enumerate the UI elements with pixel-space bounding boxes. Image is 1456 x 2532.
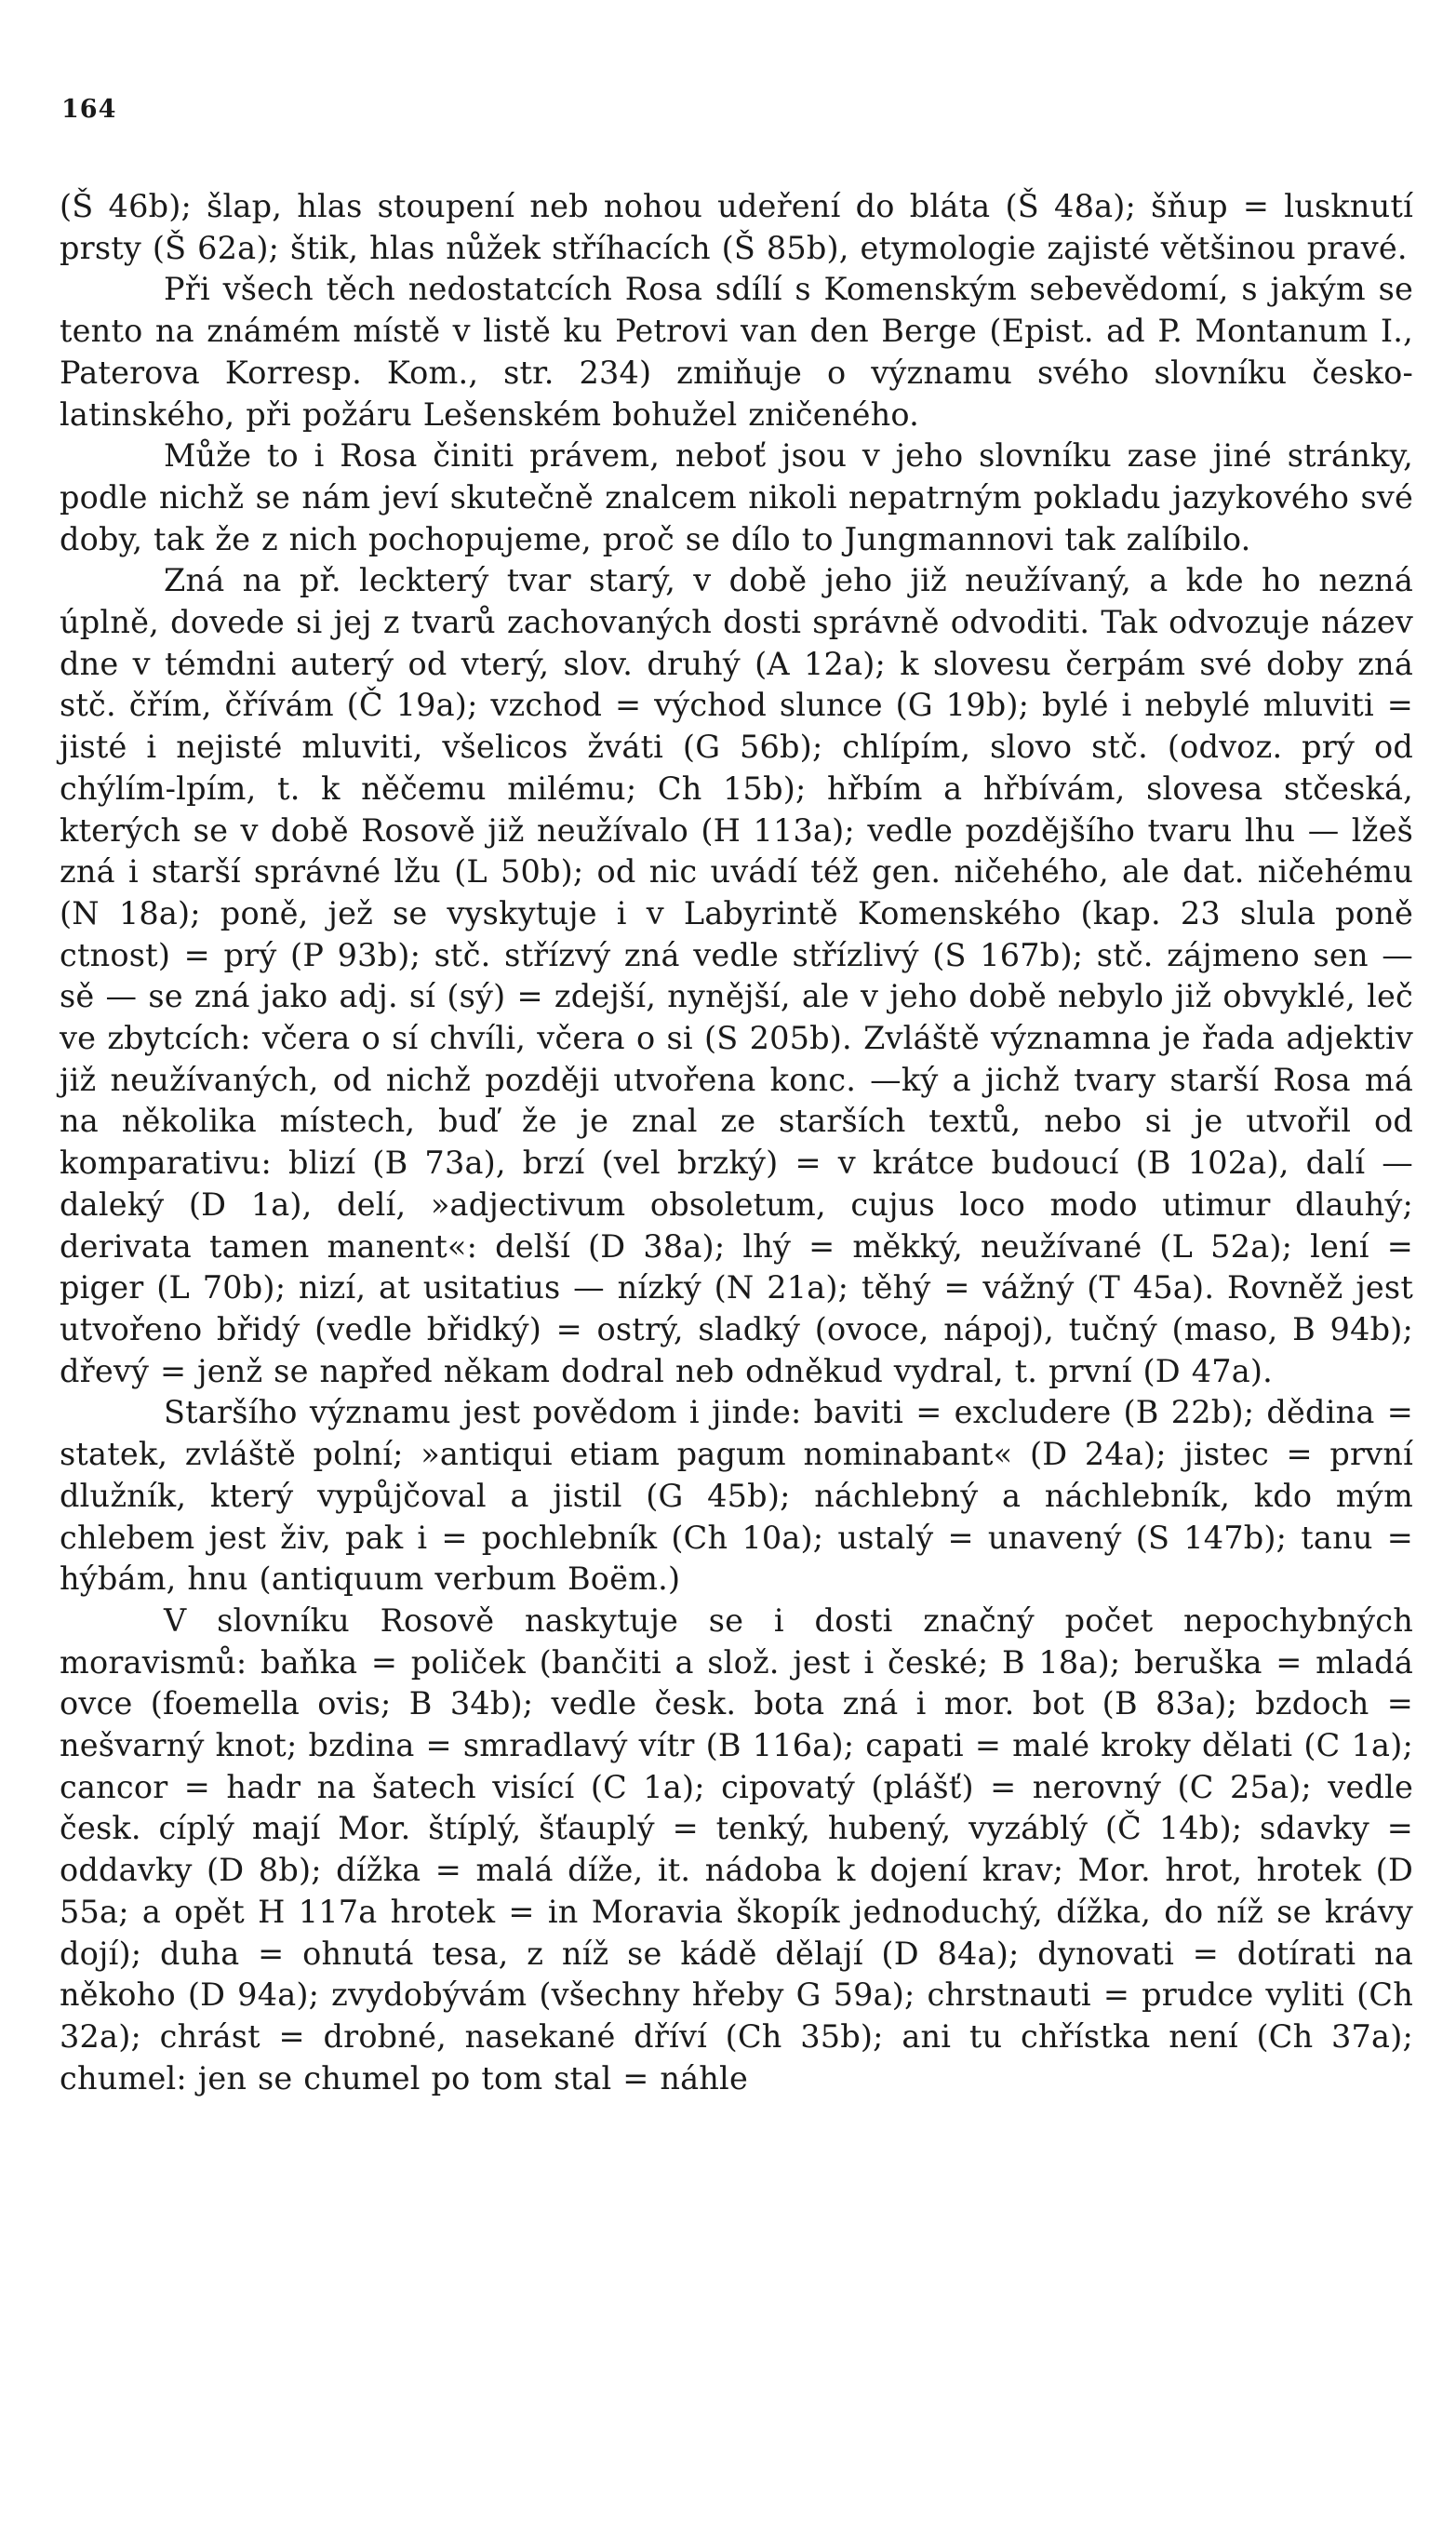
paragraph	[60, 435, 1413, 560]
paragraph-text: (Š 46b); šlap, hlas stoupení neb nohou udeření do bláta (Š 48a); šňup = lusknutí prsty (Š 62a); štik, hlas nůžek stříhacích (Š 85b), etymologie zajisté většinou pravé.	[60, 188, 1413, 266]
paragraph-text: V slovníku Rosově naskytuje se i dosti značný počet nepochybných moravismů: baňka = poliček (bančiti a slož. jest i české; B 18a); beruška = mladá ovce (foemella ovis; B 34b); vedle česk. bota zná i mor. bot (B 83a); bzdoch = nešvarný knot; bzdina = smradlavý vítr (B 116a); capati = malé kroky dělati (C 1a); cancor = hadr na šatech visící (C 1a); cipovatý (plášť) = nerovný (C 25a); vedle česk. cíplý mají Mor. štíplý, šťauplý = tenký, hubený, vyzáblý (Č 14b); sdavky = oddavky (D 8b); dížka = malá díže, it. nádoba k dojení krav; Mor. hrot, hrotek (D 55a; a opět H 117a hrotek = in Moravia škopík jednoduchý, dížka, do níž se krávy dojí); duha = ohnutá tesa, z níž se kádě dělají (D 84a); dynovati = dotírati na někoho (D 94a); zvydobývám (všechny hřeby G 59a); chrstnauti = prudce vyliti (Ch 32a); chrást = drobné, nasekané dříví (Ch 35b); ani tu chřístka není (Ch 37a); chumel: jen se chumel po tom stal = náhle	[60, 1601, 1413, 2097]
paragraph-text: Při všech těch nedostatcích Rosa sdílí s Komenským sebevědomí, s jakým se tento na známém místě v listě ku Petrovi van den Berge (Epist. ad P. Montanum I., Paterova Korresp. Kom., str. 234) zmiňuje o významu svého slovníku česko-latinského, při požáru Lešenském bohužel zničeného.	[60, 271, 1413, 433]
paragraph-text: Staršího významu jest povědom i jinde: baviti = excludere (B 22b); dědina = statek, zvláště polní; »antiqui etiam pagum nominabant« (D 24a); jistec = první dlužník, který vypůjčoval a jistil (G 45b); náchlebný a náchlebník, kdo mým chlebem jest živ, pak i = pochlebník (Ch 10a); ustalý = unavený (S 147b); tanu = hýbám, hnu (antiquum verbum Boëm.)	[60, 1394, 1413, 1598]
paragraph	[60, 560, 1413, 1392]
page-number: 164	[61, 95, 117, 124]
paragraph	[60, 1601, 1413, 2099]
paragraph	[60, 1392, 1413, 1601]
paragraph-text: Může to i Rosa činiti právem, neboť jsou v jeho slovníku zase jiné stránky, podle nichž se nám jeví skutečně znalcem nikoli nepatrným pokladu jazykového své doby, tak že z nich pochopujeme, proč se dílo to Jungmannovi tak zalíbilo.	[60, 437, 1413, 557]
paragraph	[60, 269, 1413, 435]
paragraph	[60, 186, 1413, 269]
body-text	[60, 186, 1413, 2099]
paragraph-text: Zná na př. leckterý tvar starý, v době jeho již neužívaný, a kde ho nezná úplně, dovede si jej z tvarů zachovaných dosti správně odvoditi. Tak odvozuje název dne v témdni auterý od vterý, slov. druhý (A 12a); k slovesu čerpám své doby zná stč. čřím, čřívám (Č 19a); vzchod = východ slunce (G 19b); bylé i nebylé mluviti = jisté i nejisté mluviti, všelicos žváti (G 56b); chlípím, slovo stč. (odvoz. prý od chýlím-lpím, t. k něčemu milému; Ch 15b); hřbím a hřbívám, slovesa stčeská, kterých se v době Rosově již neužívalo (H 113a); vedle pozdějšího tvaru lhu — lžeš zná i starší správné lžu (L 50b); od nic uvádí též gen. ničehého, ale dat. ničehému (N 18a); poně, jež se vyskytuje i v Labyrintě Komenského (kap. 23 slula poně ctnost) = prý (P 93b); stč. střízvý zná vedle střízlivý (S 167b); stč. zájmeno sen — sě — se zná jako adj. sí (sý) = zdejší, nynější, ale v jeho době nebylo již obvyklé, leč ve zbytcích: včera o sí chvíli, včera o si (S 205b). Zvláště významna je řada adjektiv již neužívaných, od nichž později utvořena konc. —ký a jichž tvary starší Rosa má na několika místech, buď že je znal ze starších textů, nebo si je utvořil od komparativu: blizí (B 73a), brzí (vel brzký) = v krátce budoucí (B 102a), dalí — daleký (D 1a), delí, »adjectivum obsoletum, cujus loco modo utimur dlauhý; derivata tamen manent«: delší (D 38a); lhý = měkký, neužívané (L 52a); lení = piger (L 70b); nizí, at usitatius — nízký (N 21a); těhý = vážný (T 45a). Rovněž jest utvořeno břidý (vedle břidký) = ostrý, sladký (ovoce, nápoj), tučný (maso, B 94b); dřevý = jenž se napřed někam dodral neb odněkud vydral, t. první (D 47a).	[60, 562, 1413, 1389]
